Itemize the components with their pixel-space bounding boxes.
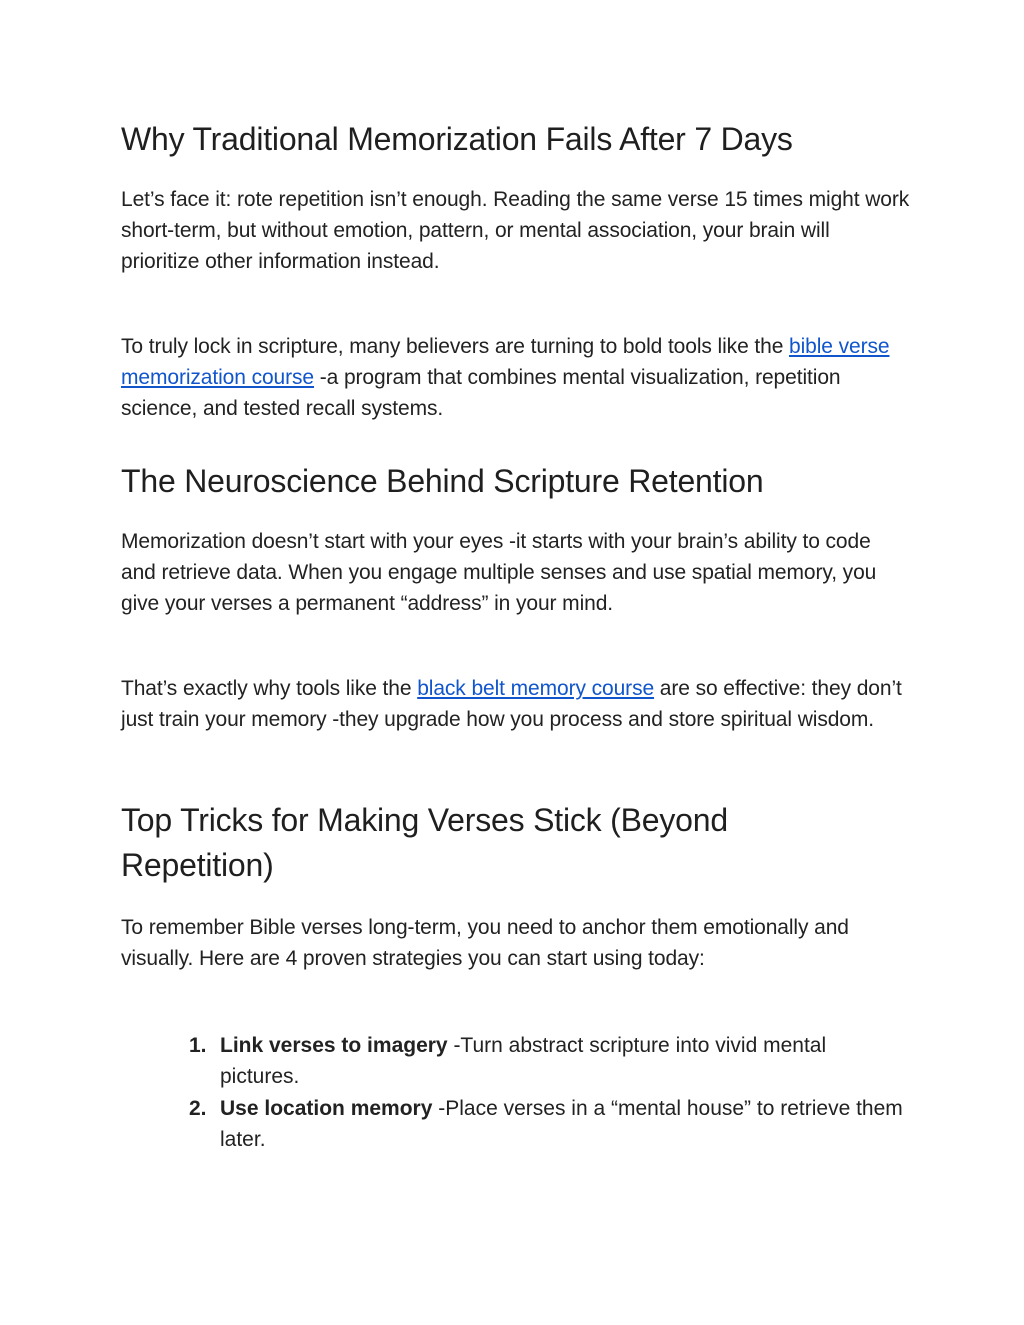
list-item-text: -Turn abstract scripture into vivid mental pictures. — [220, 1034, 827, 1088]
paragraph-text: are so effective: they don’t just train your memory -they upgrade how you process and store spiritual wisdom. — [121, 677, 902, 731]
paragraph-rote-repetition: Let’s face it: rote repetition isn’t enough. Reading the same verse 15 times might work short-term, but without emotion, pattern, or mental association, your brain will prioritize other information instead. — [121, 188, 910, 273]
paragraph-bold-tools — [121, 331, 911, 424]
list-item — [121, 1030, 911, 1092]
black-belt-memory-course-link[interactable]: black belt memory course — [417, 677, 655, 700]
paragraph-text: That’s exactly why tools like the — [121, 677, 418, 700]
list-item-number: 1. — [189, 1034, 207, 1057]
paragraph-text: To truly lock in scripture, many believers are turning to bold tools like the — [121, 335, 790, 358]
strategies-list — [121, 1030, 911, 1156]
section-heading-top-tricks: Top Tricks for Making Verses Stick (Beyond Repetition) — [121, 802, 728, 883]
paragraph-memorization-brain: Memorization doesn’t start with your eyes -it starts with your brain’s ability to code and retrieve data. When you engage multiple senses and use spatial memory, you give your verses a permanent “address” in your mind. — [121, 530, 877, 615]
section-heading-traditional-memorization: Why Traditional Memorization Fails After 7 Days — [121, 121, 793, 157]
list-item-number: 2. — [189, 1097, 207, 1120]
list-item-text: -Place verses in a “mental house” to retrieve them later. — [220, 1097, 903, 1151]
paragraph-text: -a program that combines mental visualization, repetition science, and tested recall systems. — [121, 366, 841, 420]
section-heading-neuroscience: The Neuroscience Behind Scripture Retention — [121, 463, 764, 499]
list-item — [121, 1093, 911, 1155]
paragraph-remember-long-term: To remember Bible verses long-term, you need to anchor them emotionally and visually. Here are 4 proven strategies you can start using today: — [121, 916, 849, 970]
paragraph-black-belt — [121, 673, 911, 735]
bible-verse-memorization-course-link[interactable]: bible verse memorization course — [121, 335, 890, 389]
list-item-bold: Use location memory — [220, 1097, 433, 1120]
list-item-bold: Link verses to imagery — [220, 1034, 448, 1057]
